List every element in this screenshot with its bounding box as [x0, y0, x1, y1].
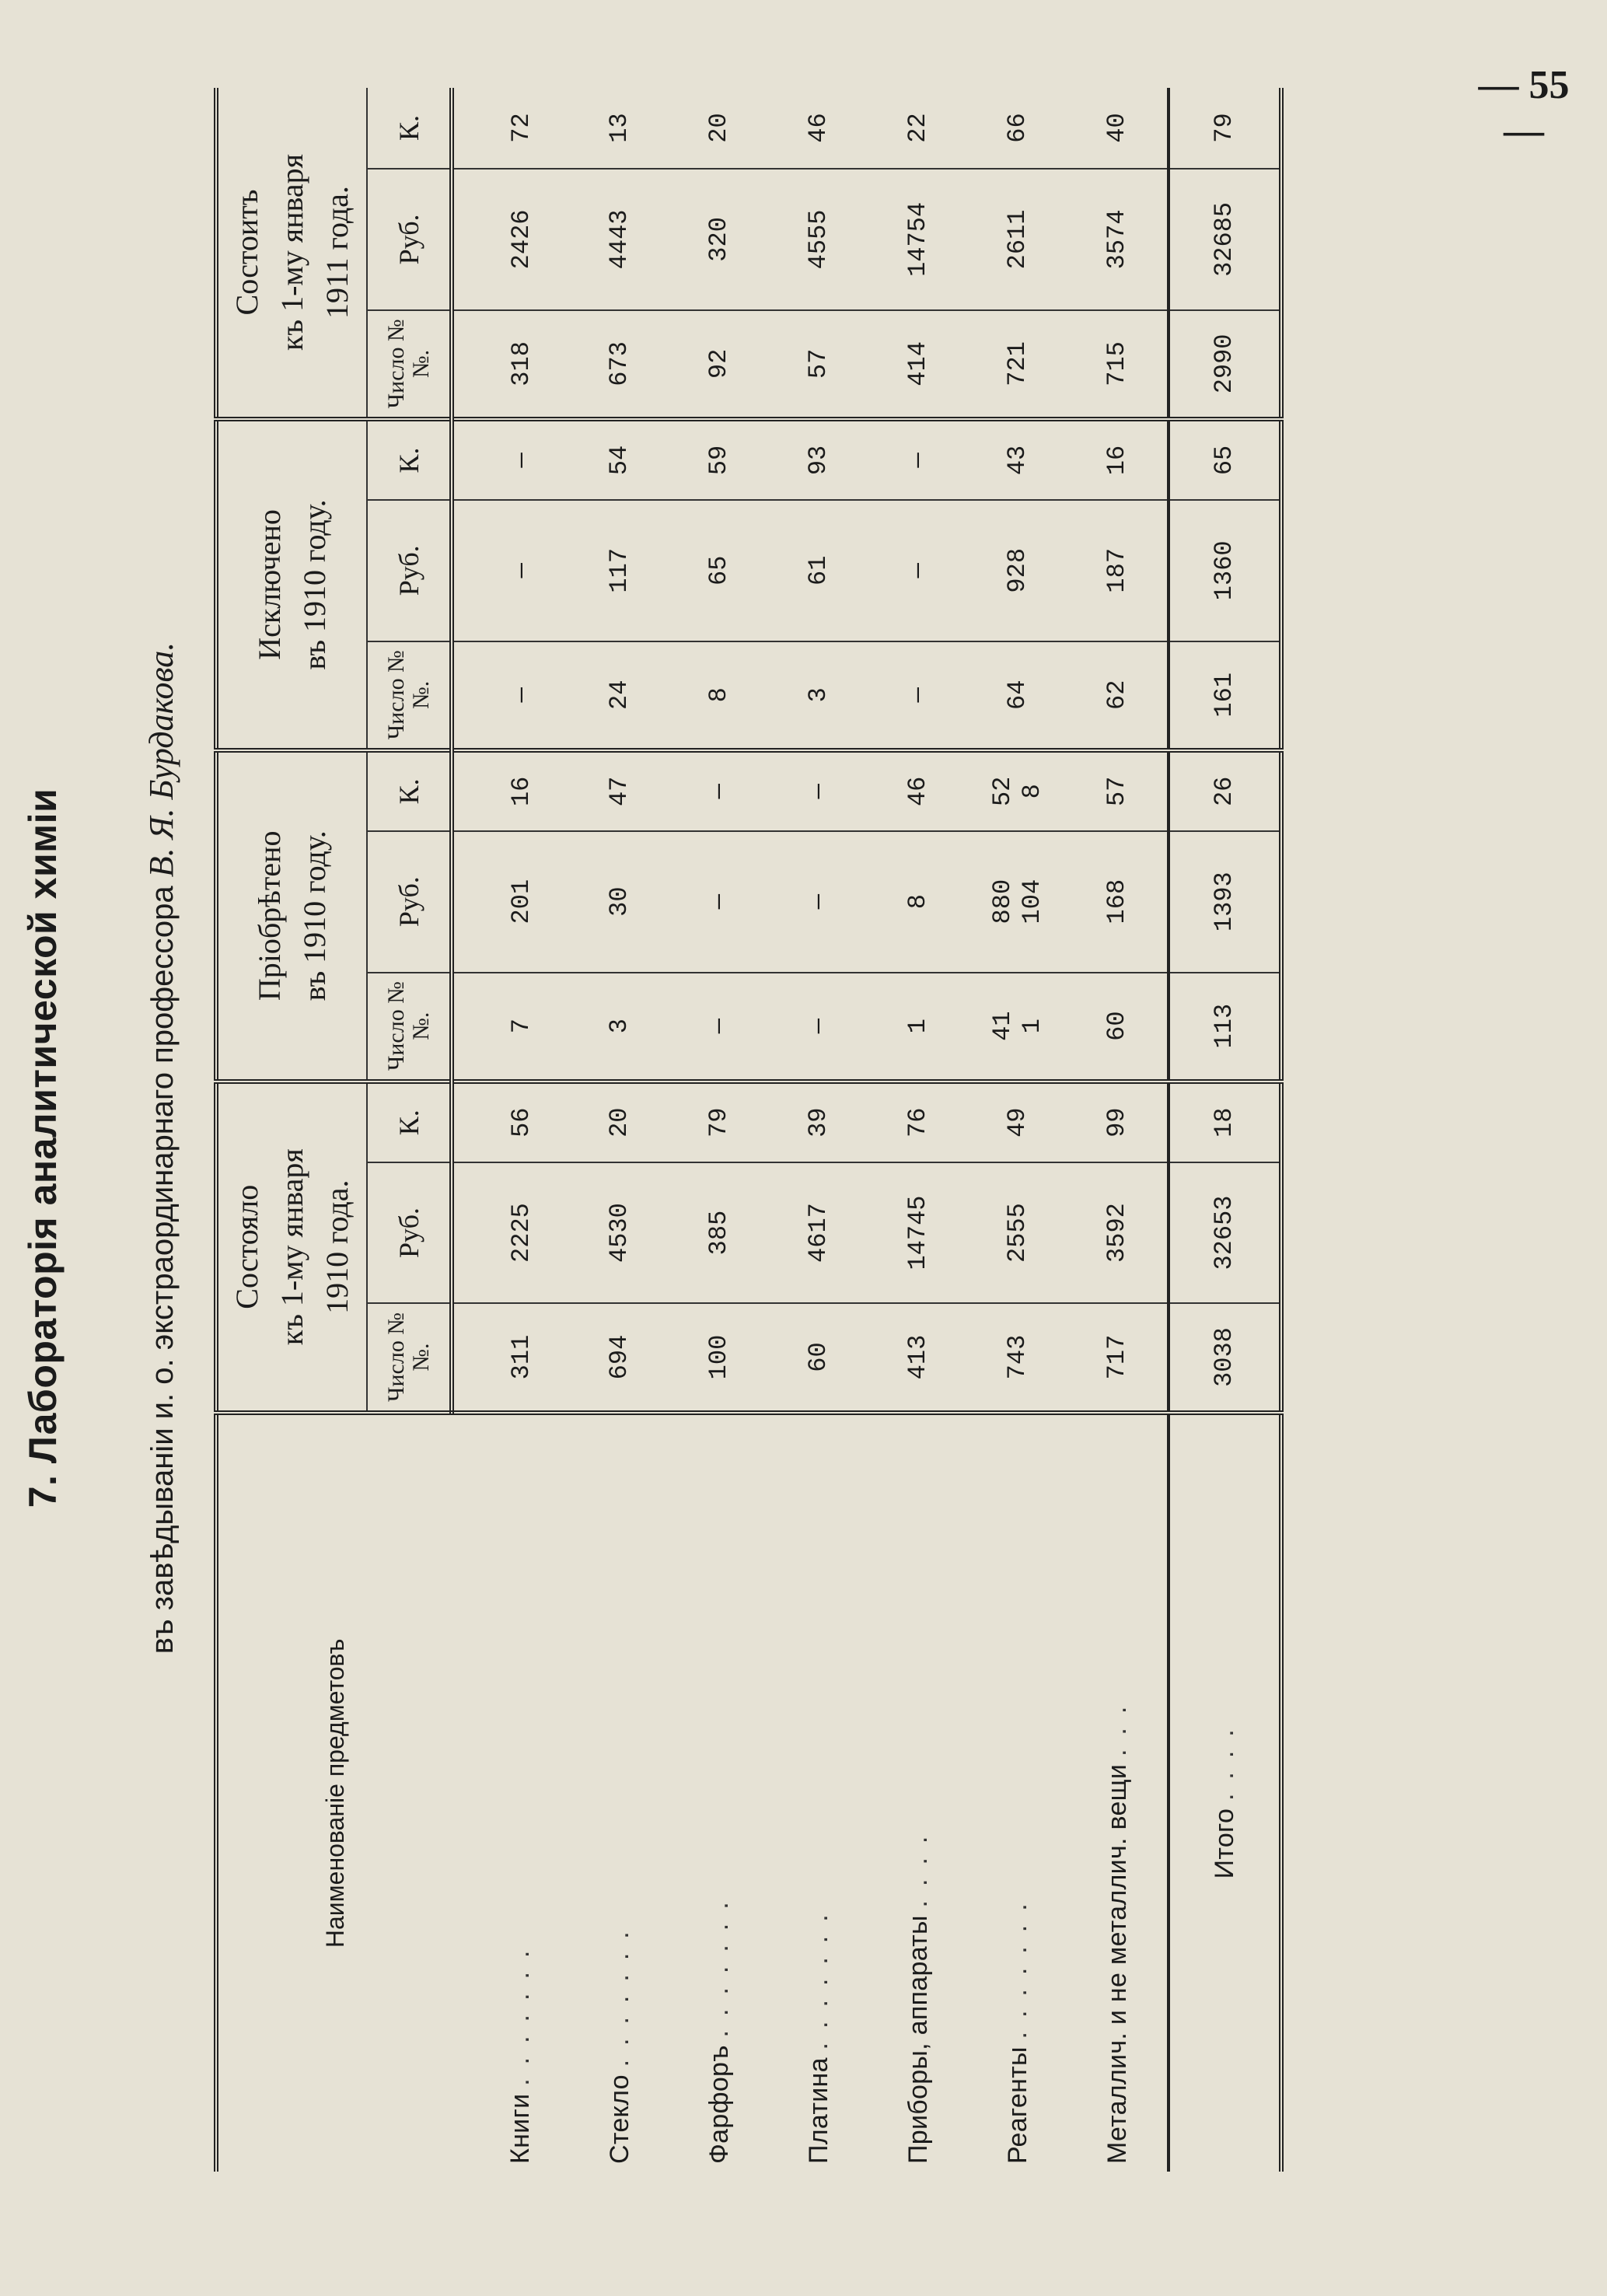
item-name-text: Приборы, аппараты — [903, 1915, 933, 2164]
cell-kop: 79 — [669, 1082, 769, 1162]
table-row — [452, 88, 570, 2172]
cell-rub: — — [669, 831, 769, 973]
cell-count: 414 — [868, 310, 968, 419]
kop-header: К. — [367, 1082, 452, 1162]
table-row — [968, 88, 1067, 2172]
total-kop: 18 — [1169, 1082, 1281, 1162]
subtitle-text: въ завѣдываніи и. о. экстраординарнаго профессора — [145, 886, 180, 1655]
cell-rub: 30 — [570, 831, 669, 973]
table-body — [452, 88, 1281, 2172]
cell-count: 721 — [968, 310, 1067, 419]
cell-kop: 13 — [570, 88, 669, 169]
cell-rub: 4443 — [570, 169, 669, 310]
cell-rub: 201 — [452, 831, 570, 973]
cell-count: 8 — [669, 641, 769, 750]
cell-kop: 76 — [868, 1082, 968, 1162]
cell-rub: 2426 — [452, 169, 570, 310]
item-name: Книги ....... — [505, 1936, 535, 2164]
cell-rub: 385 — [669, 1162, 769, 1304]
cell-count: — — [452, 641, 570, 750]
total-rub: 1360 — [1169, 500, 1281, 641]
cell-count: 3 — [570, 973, 669, 1082]
cell-rub: 65 — [669, 500, 769, 641]
cell-rub: — — [452, 500, 570, 641]
cell-count: 715 — [1067, 310, 1169, 419]
group-header-start-1910 — [216, 1082, 367, 1413]
name-column-header: Наименованіе предметовъ — [320, 1638, 349, 1948]
cell-rub: — — [868, 500, 968, 641]
cell-kop: 54 — [570, 419, 669, 500]
cell-rub: 4555 — [769, 169, 868, 310]
inventory-table — [214, 88, 1284, 2172]
cell-kop: 20 — [570, 1082, 669, 1162]
cell-rub: 4617 — [769, 1162, 868, 1304]
item-name-text: Стекло — [604, 2074, 634, 2164]
cell-rub: 3574 — [1067, 169, 1169, 310]
group-label-line: въ 1910 году. — [297, 830, 332, 1001]
cell-kop: 39 — [769, 1082, 868, 1162]
cell-count: 24 — [570, 641, 669, 750]
cell-count: 60 — [1067, 973, 1169, 1082]
total-rub: 1393 — [1169, 831, 1281, 973]
cell-rub: 2611 — [968, 169, 1067, 310]
cell-rub: 320 — [669, 169, 769, 310]
cell-count: 62 — [1067, 641, 1169, 750]
group-label-line: Состоитъ — [229, 189, 264, 316]
professor-name: В. Я. Бурдакова. — [142, 641, 180, 878]
cell-count: 60 — [769, 1303, 868, 1412]
cell-rub: 117 — [570, 500, 669, 641]
total-rub: 32653 — [1169, 1162, 1281, 1304]
cell-rub: 880 104 — [968, 831, 1067, 973]
cell-count: 318 — [452, 310, 570, 419]
total-count: 2990 — [1169, 310, 1281, 419]
cell-kop: — — [669, 750, 769, 831]
rub-header: Руб. — [367, 831, 452, 973]
group-label-line: Пріобрѣтено — [252, 830, 287, 1001]
cell-rub: 4530 — [570, 1162, 669, 1304]
total-row — [1169, 88, 1281, 2172]
table-row — [868, 88, 968, 2172]
item-name: Стекло ....... — [604, 1917, 634, 2164]
cell-count: 743 — [968, 1303, 1067, 1412]
cell-kop: — — [452, 419, 570, 500]
item-name: Реагенты ....... — [1002, 1889, 1032, 2164]
cell-rub: 168 — [1067, 831, 1169, 973]
rub-header: Руб. — [367, 1162, 452, 1304]
item-name-text: Платина — [803, 2057, 833, 2164]
cell-count: 311 — [452, 1303, 570, 1412]
cell-kop: 52 8 — [968, 750, 1067, 831]
total-label-text: Итого — [1209, 1808, 1239, 1879]
rub-header: Руб. — [367, 500, 452, 641]
cell-count: — — [669, 973, 769, 1082]
cell-count: 673 — [570, 310, 669, 419]
group-label-line: Исключено — [252, 509, 287, 660]
cell-count: 92 — [669, 310, 769, 419]
item-name: Фарфоръ ....... — [704, 1888, 734, 2164]
total-count: 161 — [1169, 641, 1281, 750]
group-header-excluded-1910 — [216, 419, 367, 750]
section-subtitle — [141, 0, 181, 2296]
cell-kop: 22 — [868, 88, 968, 169]
cell-rub: 14745 — [868, 1162, 968, 1304]
item-name: Приборы, аппараты .... — [903, 1822, 933, 2164]
item-name-text: Фарфоръ — [704, 2045, 734, 2164]
table-row — [769, 88, 868, 2172]
total-rub: 32685 — [1169, 169, 1281, 310]
cell-kop: 20 — [669, 88, 769, 169]
table-row — [669, 88, 769, 2172]
item-name-text: Реагенты — [1002, 2046, 1032, 2164]
total-count: 113 — [1169, 973, 1281, 1082]
group-header-start-1911 — [216, 88, 367, 419]
group-label-line: Состояло — [229, 1184, 264, 1309]
cell-count: 100 — [669, 1303, 769, 1412]
cell-rub: 928 — [968, 500, 1067, 641]
cell-kop: 57 — [1067, 750, 1169, 831]
cell-kop: — — [868, 419, 968, 500]
cell-rub: — — [769, 831, 868, 973]
kop-header: К. — [367, 88, 452, 169]
total-kop: 79 — [1169, 88, 1281, 169]
cell-count: 7 — [452, 973, 570, 1082]
group-label-line: къ 1-му января — [274, 1148, 309, 1346]
cell-rub: 187 — [1067, 500, 1169, 641]
cell-count: 41 1 — [968, 973, 1067, 1082]
rub-header: Руб. — [367, 169, 452, 310]
cell-kop: 99 — [1067, 1082, 1169, 1162]
item-name: Металлич. и не металлич. вещи ... — [1102, 1692, 1132, 2164]
group-label-line: къ 1-му января — [274, 153, 309, 351]
cell-rub: 2555 — [968, 1162, 1067, 1304]
cell-kop: 40 — [1067, 88, 1169, 169]
cell-count: 717 — [1067, 1303, 1169, 1412]
cell-count: — — [868, 641, 968, 750]
cell-count: — — [769, 973, 868, 1082]
cell-kop: — — [769, 750, 868, 831]
group-label-line: 1910 года. — [320, 1179, 355, 1314]
cell-count: 413 — [868, 1303, 968, 1412]
cell-count: 3 — [769, 641, 868, 750]
cell-count: 64 — [968, 641, 1067, 750]
cell-count: 57 — [769, 310, 868, 419]
cell-rub: 14754 — [868, 169, 968, 310]
group-label-line: 1911 года. — [320, 186, 355, 319]
count-header: Число №№. — [367, 641, 452, 750]
cell-rub: 3592 — [1067, 1162, 1169, 1304]
cell-kop: 43 — [968, 419, 1067, 500]
kop-header: К. — [367, 750, 452, 831]
cell-kop: 46 — [769, 88, 868, 169]
item-name-text: Металлич. и не металлич. вещи — [1102, 1763, 1132, 2164]
count-header: Число №№. — [367, 973, 452, 1082]
cell-kop: 16 — [1067, 419, 1169, 500]
cell-rub: 61 — [769, 500, 868, 641]
cell-kop: 49 — [968, 1082, 1067, 1162]
cell-kop: 16 — [452, 750, 570, 831]
total-count: 3038 — [1169, 1303, 1281, 1412]
table-row — [1067, 88, 1169, 2172]
cell-kop: 46 — [868, 750, 968, 831]
cell-count: 694 — [570, 1303, 669, 1412]
cell-kop: 72 — [452, 88, 570, 169]
count-header: Число №№. — [367, 310, 452, 419]
cell-kop: 66 — [968, 88, 1067, 169]
cell-rub: 8 — [868, 831, 968, 973]
item-name: Платина ....... — [803, 1900, 833, 2164]
cell-kop: 47 — [570, 750, 669, 831]
cell-count: 1 — [868, 973, 968, 1082]
count-header: Число №№. — [367, 1303, 452, 1412]
section-title: 7. Лабораторія аналитической химіи — [21, 788, 65, 1508]
group-header-acquired-1910 — [216, 750, 367, 1082]
item-name-text: Книги — [505, 2093, 535, 2164]
page-number: — 55 — — [1478, 63, 1570, 153]
cell-kop: 59 — [669, 419, 769, 500]
total-kop: 65 — [1169, 419, 1281, 500]
cell-kop: 93 — [769, 419, 868, 500]
cell-kop: 56 — [452, 1082, 570, 1162]
table-row — [570, 88, 669, 2172]
total-label: Итого .... — [1169, 1413, 1281, 2172]
total-kop: 26 — [1169, 750, 1281, 831]
cell-rub: 2225 — [452, 1162, 570, 1304]
group-label-line: въ 1910 году. — [297, 499, 332, 670]
kop-header: К. — [367, 419, 452, 500]
